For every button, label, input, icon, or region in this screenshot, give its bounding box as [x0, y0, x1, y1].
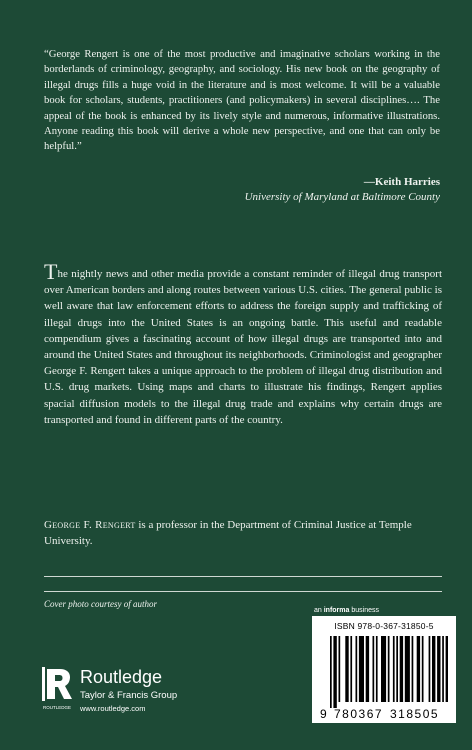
- author-bio-text: is a professor in the Department of Criminal Justice at Temple University.: [44, 519, 412, 547]
- isbn-barcode: [312, 616, 456, 723]
- barcode-bar: [396, 636, 398, 702]
- description-drop-cap: T: [44, 259, 58, 284]
- barcode-bar: [412, 636, 414, 702]
- publisher-logo: [42, 667, 272, 717]
- author-bio-name: George F. Rengert: [44, 519, 136, 531]
- barcode-bar: [446, 636, 448, 702]
- barcode-bar: [333, 636, 336, 708]
- barcode-digit-group-1: 780367: [334, 707, 384, 720]
- barcode-bar: [400, 636, 403, 702]
- photo-credit: Cover photo courtesy of author: [44, 599, 157, 609]
- publisher-url[interactable]: www.routledge.com: [80, 704, 146, 713]
- barcode-digit-group-2: 318505: [390, 707, 440, 720]
- barcode-bar: [373, 636, 375, 702]
- routledge-mark-icon: [42, 667, 72, 715]
- barcode-bar: [442, 636, 444, 702]
- publisher-name: Routledge: [80, 667, 163, 687]
- endorsement-author: —Keith Harries: [363, 176, 440, 188]
- barcode-bar: [356, 636, 358, 702]
- barcode-bar: [422, 636, 424, 702]
- barcode-bar: [432, 636, 435, 702]
- publisher-group: Taylor & Francis Group: [80, 690, 178, 701]
- barcode-bars: [330, 636, 448, 708]
- barcode-bar: [388, 636, 390, 702]
- divider-top: [44, 576, 442, 577]
- barcode-bar: [345, 636, 348, 702]
- barcode-bar: [429, 636, 431, 702]
- endorsement-affiliation: University of Maryland at Baltimore County: [244, 191, 440, 203]
- book-description: [44, 259, 442, 428]
- endorsement-quote: “George Rengert is one of the most productive and imaginative scholars working in the borderlands of criminology, geography, and sociology. His new book on the geography of illegal drugs fills a huge void in the literature and is most welcome. It will be a valuable book for scholars, students, practitioners (and policymakers) in several disciplines…. The appeal of the book is enhanced by its lively style and numerous, informative illustrations. Anyone reading this book will derive a whole new perspective, and one that can only be helpful.”: [44, 48, 440, 153]
- informa-tagline: [314, 607, 379, 614]
- barcode-bar: [359, 636, 364, 702]
- barcode-bar: [339, 636, 341, 702]
- barcode-lead-digit: 9: [320, 707, 327, 720]
- barcode-bar: [417, 636, 420, 702]
- description-text: he nightly news and other media provide a constant reminder of illegal drug transport over American borders and along routes between various U.S. cities. The general public is well aware that law enforcement efforts to address the foreign supply and trafficking of illegal drugs into the United States is an ongoing battle. This useful and readable compendium gives a fascinating account of how illegal drugs are transported into and around the United States and throughout its neighborhoods. Criminologist and geographer George F. Rengert takes a unique approach to the problem of illegal drug distribution and U.S. drug markets. Using maps and charts to illustrate his findings, Rengert applies spacial diffusion models to the illegal drug trade and explains why certain drugs are transported and found in different parts of the country.: [44, 268, 442, 426]
- informa-tagline-suffix: business: [349, 607, 379, 614]
- barcode-bar: [393, 636, 395, 702]
- barcode-bar: [437, 636, 440, 702]
- barcode-bar: [405, 636, 410, 702]
- barcode-bar: [330, 636, 332, 708]
- author-bio: [44, 517, 440, 549]
- informa-brand: informa: [323, 607, 350, 614]
- barcode-graphic: [320, 634, 448, 720]
- barcode-bar: [381, 636, 386, 702]
- barcode-bar: [350, 636, 352, 702]
- informa-tagline-prefix: an: [314, 607, 324, 614]
- isbn-label: ISBN 978-0-367-31850-5: [334, 621, 434, 631]
- routledge-mark-text: ROUTLEDGE: [42, 705, 72, 710]
- barcode-bar: [376, 636, 378, 702]
- barcode-bar: [366, 636, 369, 702]
- divider-bottom: [44, 591, 442, 592]
